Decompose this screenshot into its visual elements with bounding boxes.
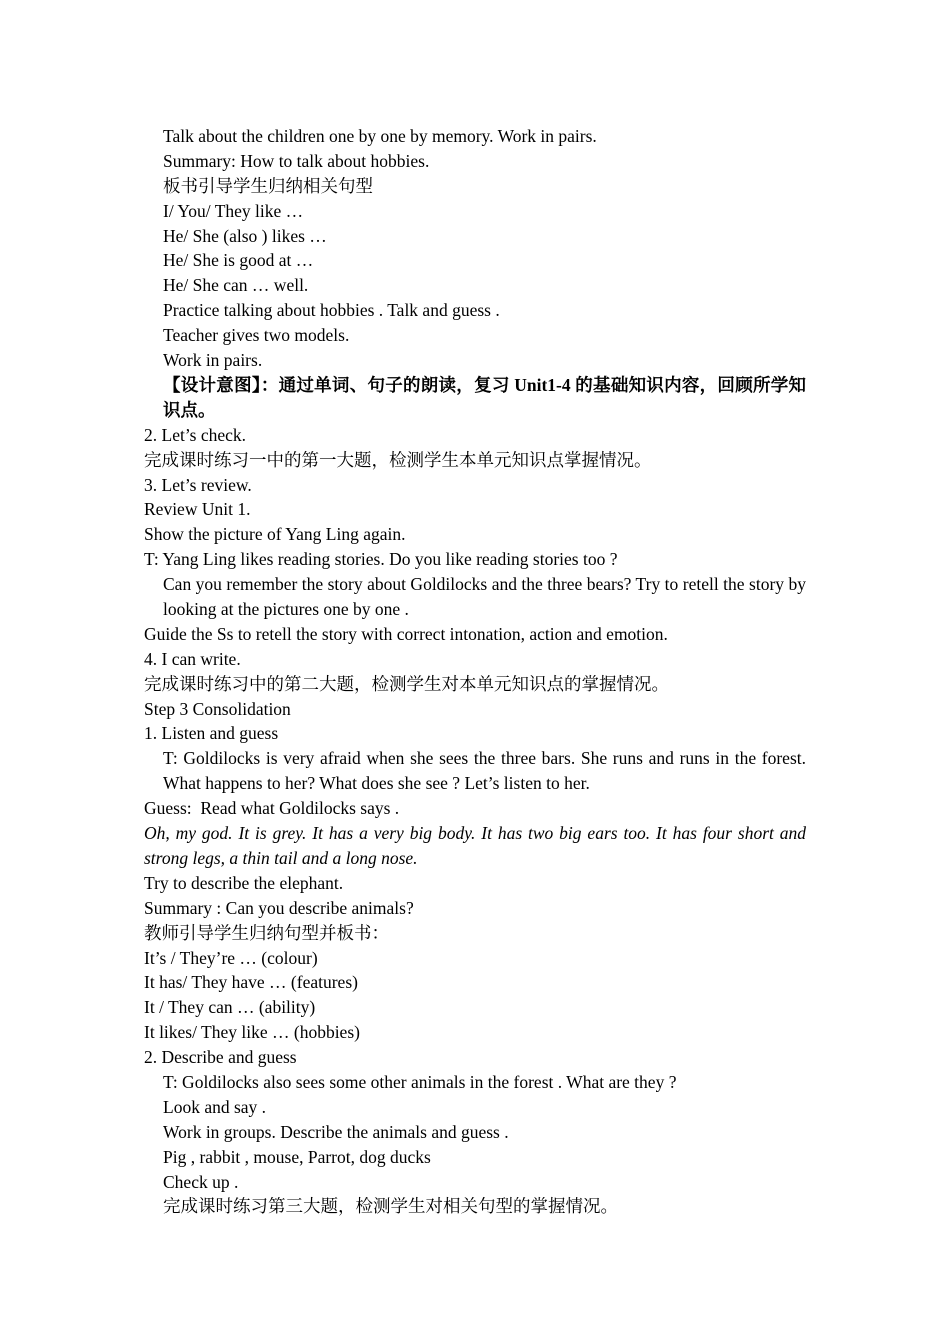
text-line: 2. Describe and guess [144, 1047, 297, 1068]
text-line: It likes/ They like … (hobbies) [144, 1022, 360, 1043]
text-line: 1. Listen and guess [144, 723, 279, 744]
text-line: 3. Let’s review. [144, 474, 252, 495]
text-line: He/ She can … well. [163, 275, 309, 296]
text-line: 2. Let’s check. [144, 424, 247, 445]
text-line: He/ She is good at … [163, 250, 314, 271]
text-line: Teacher gives two models. [163, 325, 350, 346]
document-body [144, 124, 806, 1219]
text-line: It’s / They’re … (colour) [144, 947, 318, 968]
text-line: Practice talking about hobbies . Talk and guess . [163, 300, 500, 321]
text-line: It / They can … (ability) [144, 997, 316, 1018]
step-heading: Step 3 Consolidation [144, 698, 291, 719]
text-line: Review Unit 1. [144, 499, 251, 520]
text-line: 完成课时练习一中的第一大题，检测学生本单元知识点掌握情况。 [144, 449, 652, 470]
text-line: 4. I can write. [144, 648, 241, 669]
text-line: Work in pairs. [163, 350, 263, 371]
text-paragraph: T: Goldilocks is very afraid when she sees the three bars. She runs and runs in the forest. What happens to her? What does she see ? Let’s listen to her. [163, 748, 806, 794]
text-line: Summary: How to talk about hobbies. [163, 150, 430, 171]
text-line: 完成课时练习中的第二大题，检测学生对本单元知识点的掌握情况。 [144, 673, 669, 694]
text-line: Guide the Ss to retell the story with correct intonation, action and emotion. [144, 623, 668, 644]
design-intent-paragraph: 【设计意图】：通过单词、句子的朗读，复习 Unit1-4 的基础知识内容，回顾所学知识点。 [163, 374, 806, 420]
text-line: T: Yang Ling likes reading stories. Do you like reading stories too ? [144, 549, 618, 570]
quote-paragraph: Oh, my god. It is grey. It has a very big body. It has two big ears too. It has four short and strong legs, a thin tail and a long nose. [144, 823, 806, 868]
text-line: I/ You/ They like … [163, 200, 304, 221]
text-line: It has/ They have … (features) [144, 972, 358, 993]
text-line: T: Goldilocks also sees some other animals in the forest . What are they ? [163, 1071, 677, 1092]
text-line: Pig , rabbit , mouse, Parrot, dog ducks [163, 1146, 431, 1167]
text-line: 板书引导学生归纳相关句型 [163, 175, 373, 196]
text-line: 完成课时练习第三大题，检测学生对相关句型的掌握情况。 [163, 1196, 618, 1217]
text-line: Show the picture of Yang Ling again. [144, 524, 406, 545]
text-line: Work in groups. Describe the animals and guess . [163, 1121, 509, 1142]
text-paragraph: Can you remember the story about Goldilocks and the three bears? Try to retell the story by looking at the pictures one by one . [163, 574, 806, 619]
text-line: Try to describe the elephant. [144, 872, 344, 893]
text-line: Check up . [163, 1171, 239, 1192]
text-line: Guess: Read what Goldilocks says . [144, 798, 400, 819]
text-line: Talk about the children one by one by memory. Work in pairs. [163, 126, 597, 146]
text-line: Look and say . [163, 1096, 267, 1117]
text-line: Summary : Can you describe animals? [144, 897, 414, 918]
text-line: He/ She (also ) likes … [163, 225, 327, 246]
text-line: 教师引导学生归纳句型并板书： [144, 922, 389, 943]
